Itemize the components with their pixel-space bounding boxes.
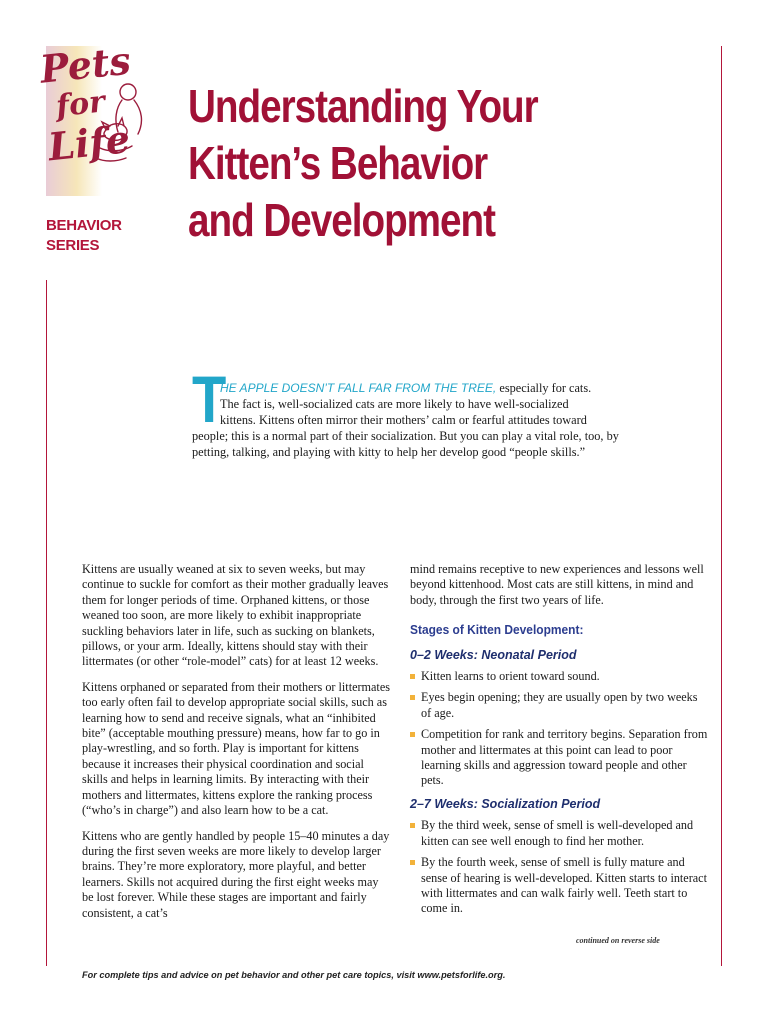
bullet-icon [410,823,415,828]
bullet-icon [410,732,415,737]
logo-line-for: for [54,84,107,125]
list-item: Eyes begin opening; they are usually open by two weeks of age. [410,690,710,721]
left-column [82,562,392,931]
title-line-1: Understanding Your [188,80,538,132]
title-line-2: Kitten’s Behavior [188,137,488,189]
left-divider [46,280,47,966]
title-line-3: and Development [188,194,495,246]
intro-line1-rest: especially for cats. [496,381,592,395]
series-line-2: SERIES [46,237,100,254]
list-item: By the third week, sense of smell is well-developed and kitten can see well enough to find her mother. [410,818,710,849]
logo-line-life: Life [46,116,132,170]
page-title [188,78,625,249]
right-column [410,562,710,925]
stages-heading: Stages of Kitten Development: [410,622,584,638]
intro-paragraph [192,380,632,460]
bullet-icon [410,860,415,865]
socialization-period-heading: 2–7 Weeks: Socialization Period [410,796,601,811]
bullet-icon [410,695,415,700]
neonatal-period-heading: 0–2 Weeks: Neonatal Period [410,647,577,662]
intro-line-2: The fact is, well-socialized cats are more likely to have well-socialized [220,397,569,411]
right-divider [721,46,722,966]
footer-note: For complete tips and advice on pet behavior and other pet care topics, visit www.petsforlife.org. [82,970,506,980]
right-paragraph-1: mind remains receptive to new experiences and lessons well beyond kittenhood. Most cats are still kittens, in mind and body, through the first two years of life. [410,562,704,607]
continued-note: continued on reverse side [576,936,660,945]
left-paragraph-1: Kittens are usually weaned at six to seven weeks, but may continue to suckle for comfort as their mother gradually leaves them for longer periods of time. Orphaned kittens, or those weaned too soon, are more likely to exhibit inappropriate suckling behaviors later in life, such as sucking on blankets, pillows, or your arm. Ideally, kittens should stay with their littermates (or other “role-model” cats) for at least 12 weeks. [82,562,389,669]
logo-line-pets: Pets [37,37,133,92]
left-paragraph-2: Kittens orphaned or separated from their mothers or littermates too early often fail to develop appropriate social skills, such as learning how to send and receive signals, what an “inhibited bite” (acceptable mouthing pressure) means, how far to go in play-wrestling, and so forth. Play is important for kittens because it increases their physical coordination and social skills and helps in learning limits. By interacting with their mothers and littermates, kittens explore the ranking process (“who’s in charge”) and also learn how to be a cat. [82,679,390,818]
intro-lead: HE APPLE DOESN’T FALL FAR FROM THE TREE, [220,381,497,395]
behavior-series-label [46,216,122,256]
list-item: Competition for rank and territory begins. Separation from mother and littermates at this point can lead to poor learning skills and aggression toward people and other pets. [410,727,710,789]
list-item: Kitten learns to orient toward sound. [410,669,710,684]
pet-and-person-illustration-icon [92,78,152,168]
socialization-list [410,818,710,916]
series-line-1: BEHAVIOR [46,217,122,234]
neonatal-list [410,669,710,789]
left-paragraph-3: Kittens who are gently handled by people 15–40 minutes a day during the first seven weeks are more likely to develop larger brains. They’re more exploratory, more playful, and better learners. Skills not acquired during the first eight weeks may be lost forever. While these stages are important and fairly consistent, a cat’s [82,828,390,920]
intro-line-3: kittens. Kittens often mirror their mothers’ calm or fearful attitudes toward [220,413,587,427]
intro-rest: people; this is a normal part of their socialization. But you can play a vital role, too, by petting, talking, and playing with kitty to help her develop good “people skills.” [192,429,619,459]
bullet-icon [410,674,415,679]
list-item: By the fourth week, sense of smell is fully mature and sense of hearing is well-developed. Kitten starts to interact with littermates and can walk fairly well. Teeth start to come in. [410,855,710,917]
drop-cap: T [192,362,227,436]
